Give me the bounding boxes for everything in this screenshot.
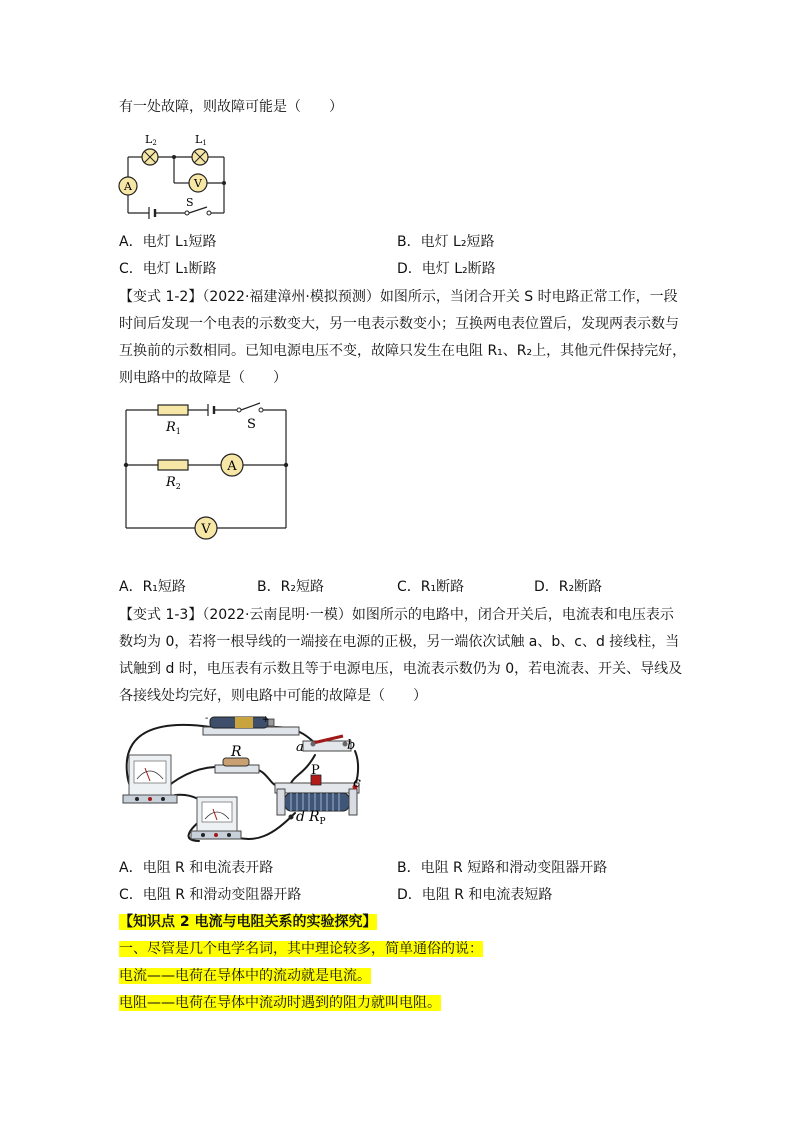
terminal-d-label: d (296, 809, 305, 825)
switch-label: S (186, 196, 194, 209)
q3-stem-line-4: 各接线处均完好，则电路中可能的故障是（ ） (119, 688, 427, 704)
ammeter-label: A (124, 180, 132, 193)
r1-label: $R_1$ (166, 420, 181, 436)
switch-label: S (247, 417, 256, 432)
slider-p-label: P (311, 763, 320, 778)
knowledge-line-3-row (119, 993, 441, 1013)
q2-option-d[interactable]: D．R₂断路 (534, 579, 603, 595)
voltmeter-label: V (194, 177, 202, 190)
q1-option-a[interactable]: A．电灯 L₁短路 (119, 234, 217, 250)
q3-stem-line-1: 【变式 1-3】（2022·云南昆明·一模）如图所示的电路中，闭合开关后，电流表和电压表示 (119, 607, 674, 623)
q2-option-c[interactable]: C．R₁断路 (397, 579, 465, 595)
q3-stem-line-2: 数均为 0，若将一根导线的一端接在电源的正极，另一端依次试触 a、b、c、d 接线柱，当 (119, 634, 680, 650)
terminal-c-label: c (353, 775, 361, 791)
battery-icon (203, 717, 299, 735)
terminal-b-label: b (347, 738, 356, 753)
resistor-r2-icon (158, 460, 188, 470)
r2-label: $R_2$ (166, 475, 181, 491)
q2-option-b[interactable]: B．R₂短路 (257, 579, 324, 595)
voltmeter-icon (191, 797, 241, 839)
q3-option-b[interactable]: B．电阻 R 短路和滑动变阻器开路 (397, 860, 608, 876)
q3-apparatus-diagram (115, 713, 365, 853)
q1-option-b[interactable]: B．电灯 L₂短路 (397, 234, 495, 250)
resistor-r1-icon (158, 405, 188, 415)
terminal-a-label: a (296, 740, 304, 755)
voltmeter-label: V (201, 522, 211, 537)
resistor-r-icon (215, 758, 259, 773)
knowledge-line-2-row (119, 966, 371, 986)
q3-option-a[interactable]: A．电阻 R 和电流表开路 (119, 860, 274, 876)
q2-stem-line-1: 【变式 1-2】（2022·福建漳州·模拟预测）如图所示，当闭合开关 S 时电路正常工作，一段 (119, 289, 678, 305)
q2-stem-line-4: 则电路中的故障是（ ） (119, 370, 287, 386)
q3-stem-line-3: 试触到 d 时，电压表有示数且等于电源电压，电流表示数仍为 0，若电流表、开关、导线及 (119, 661, 683, 677)
resistor-r-label: R (231, 744, 242, 760)
ammeter-label: A (227, 459, 237, 474)
q3-option-c[interactable]: C．电阻 R 和滑动变阻器开路 (119, 887, 302, 903)
knowledge-line-3: 电阻——电荷在导体中流动时遇到的阻力就叫电阻。 (119, 995, 441, 1011)
q2-option-a[interactable]: A．R₁短路 (119, 579, 186, 595)
knowledge-line-1-row (119, 939, 483, 959)
l2-label: L2 (145, 133, 157, 147)
q1-stem-text: 有一处故障，则故障可能是（ ） (119, 99, 343, 115)
battery-minus-label: - (205, 713, 209, 724)
q1-option-c[interactable]: C．电灯 L₁断路 (119, 261, 217, 277)
knowledge-line-2: 电流——电荷在导体中的流动就是电流。 (119, 968, 371, 984)
battery-plus-label: + (262, 715, 270, 725)
l1-label: L1 (195, 133, 207, 147)
knowledge-line-1: 一、尽管是几个电学名词，其中理论较多，简单通俗的说： (119, 941, 483, 957)
knowledge-title-row (119, 912, 377, 932)
ammeter-icon (123, 755, 177, 803)
q3-option-d[interactable]: D．电阻 R 和电流表短路 (397, 887, 553, 903)
rheostat-label: $R_P$ (309, 809, 326, 827)
q1-circuit-diagram (110, 125, 240, 225)
q2-stem-line-2: 时间后发现一个电表的示数变大，另一电表示数变小；互换两电表位置后，发现两表示数与 (119, 316, 679, 332)
q2-stem-line-3: 互换前的示数相同。已知电源电压不变，故障只发生在电阻 R₁、R₂上，其他元件保持完好， (119, 343, 687, 359)
q1-option-d[interactable]: D．电灯 L₂断路 (397, 261, 496, 277)
lamp-l1-icon (192, 149, 208, 165)
lamp-l2-icon (142, 149, 158, 165)
q2-circuit-diagram (118, 395, 293, 545)
knowledge-title: 【知识点 2 电流与电阻关系的实验探究】 (119, 914, 377, 930)
